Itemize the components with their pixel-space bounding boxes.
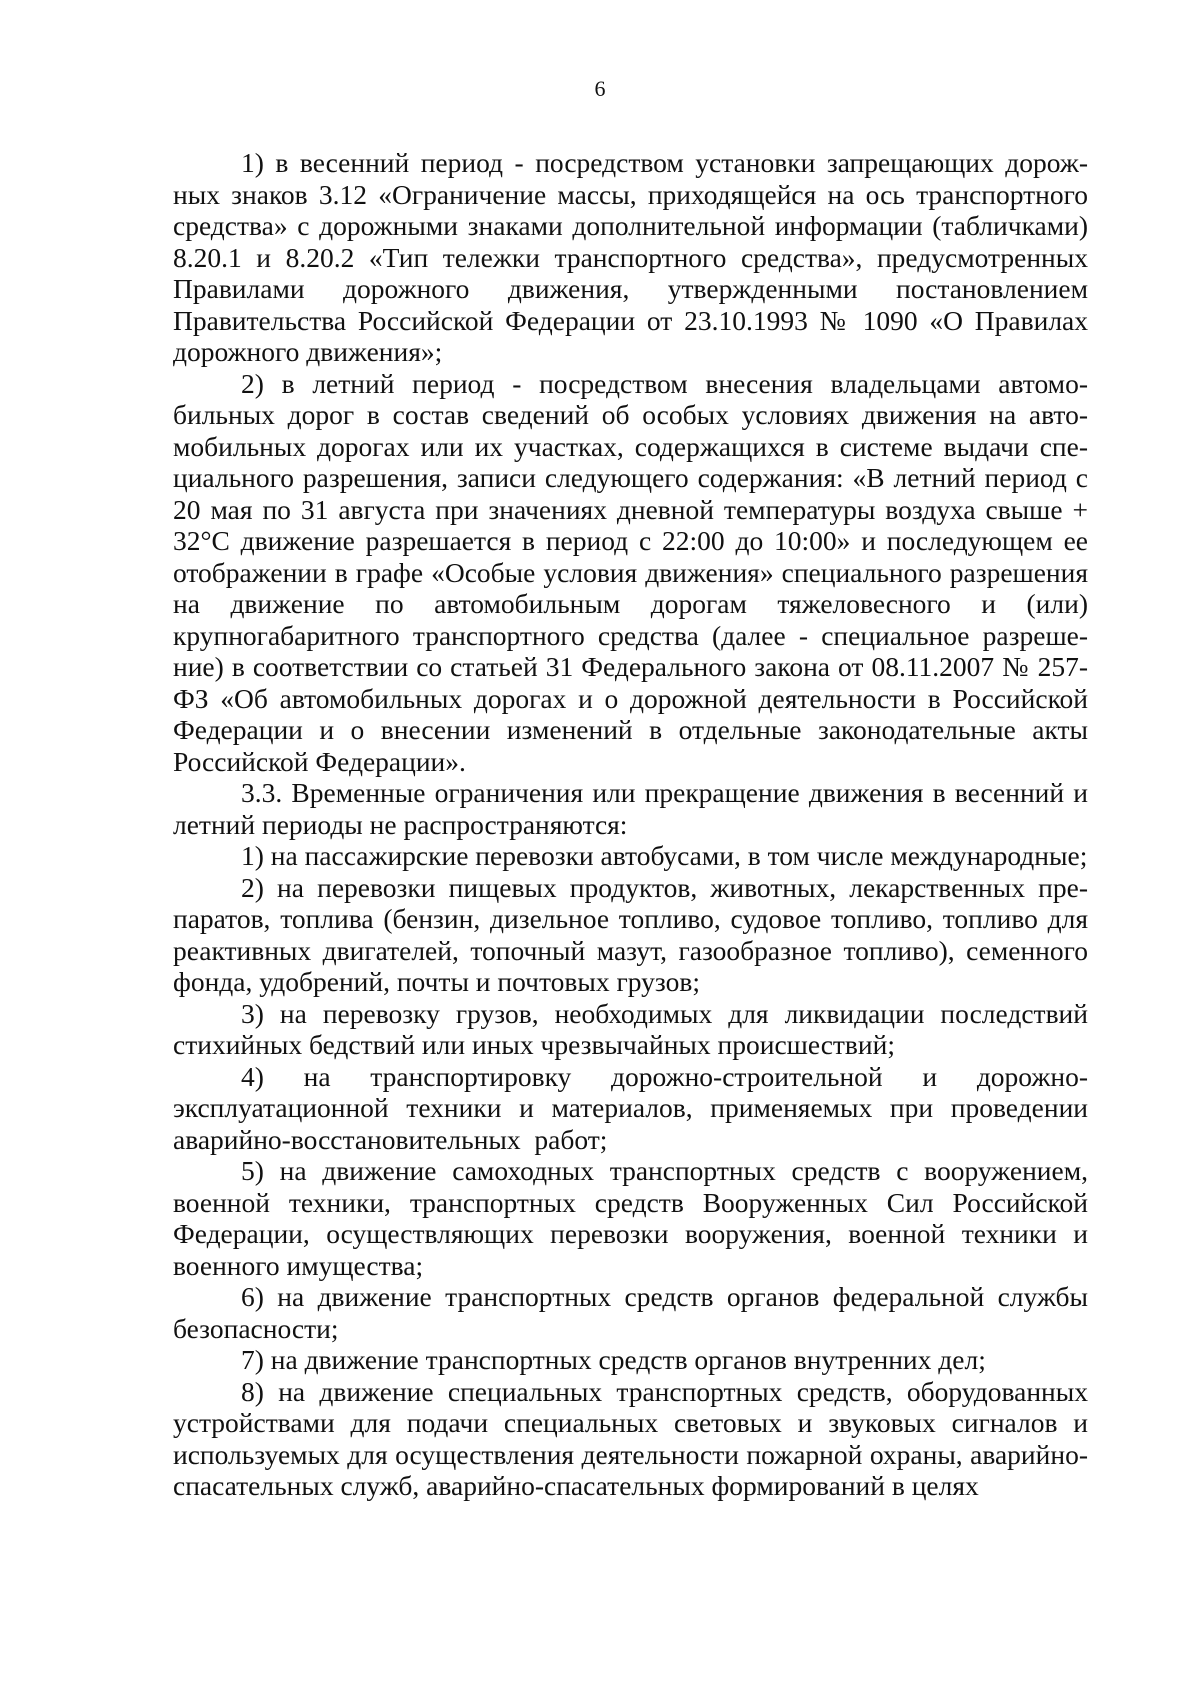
list-item-security-service: 6) на движение транспортных средств органов федеральной службы безопасности; [173, 1281, 1088, 1344]
list-item-internal-affairs: 7) на движение транспортных средств органов внутренних дел; [241, 1344, 986, 1375]
list-item-special-vehicles: 8) на движение специальных транспортных средств, оборудованных устройствами для подачи специальных световых и звуковых сигналов и используемых для осуществления деятельности пожарной охраны, аварийно-спасательных служб, аварийно-спасательных формирований в целях [173, 1375, 1088, 1501]
page-number: 6 [594, 76, 606, 101]
list-item-passenger-transport: 1) на пассажирские перевозки автобусами, в том числе международные; [241, 840, 1088, 871]
paragraph-summer-period: 2) в летний период - посредством внесения владельцами автомобильных дорог в состав сведений об особых условиях движения на автомобильных дорогах или их участках, содержащихся в системе выдачи специального разрешения, записи следующего содержания: «В летний период с 20 мая по 31 августа при значениях дневной температуры воздуха свыше + 32°С движение разрешается в период с 22:00 до 10:00» и последующем ее отображении в графе «Особые условия движения» специального разрешения на движение по автомобильным дорогам тяжеловесного и (или) крупногабаритного транспортного средства (далее - специальное разрешение) в соответствии со статьей 31 Федерального закона от 08.11.2007 № 257-ФЗ «Об автомобильных дорогах и о дорожной деятельности в Российской Федерации и о внесении изменений в отдельные законодательные акты Российской Федерации». [173, 367, 1088, 777]
list-item-food-fuel-transport: 2) на перевозки пищевых продуктов, животных, лекарственных препаратов, топлива (бензин, дизельное топливо, судовое топливо, топливо для реактивных двигателей, топочный мазут, газообразное топливо), семенного фонда, удобрений, почты и почтовых грузов; [173, 871, 1088, 997]
paragraph-spring-period: 1) в весенний период - посредством установки запрещающих дорожных знаков 3.12 «Ограничение массы, приходящейся на ось транспортного средства» с дорожными знаками дополнительной информации (табличками) 8.20.1 и 8.20.2 «Тип тележки транспортного средства», предусмотренных Правилами дорожного движения, утвержденными постановлением Правительства Российской Федерации от 23.10.1993 № 1090 «О Правилах дорожного движения»; [173, 147, 1088, 367]
list-item-road-equipment: 4) на транспортировку дорожно-строительной и дорожно-эксплуатационной техники и материалов, применяемых при проведении аварийно-восстановительных работ; [173, 1060, 1088, 1155]
paragraph-section-3-3: 3.3. Временные ограничения или прекращение движения в весенний и летний периоды не распространяются: [173, 777, 1088, 840]
list-item-disaster-cargo: 3) на перевозку грузов, необходимых для ликвидации последствий стихийных бедствий или иных чрезвычайных происшествий; [173, 997, 1088, 1060]
list-item-military-vehicles: 5) на движение самоходных транспортных средств с вооружением, военной техники, транспортных средств Вооруженных Сил Российской Федерации, осуществляющих перевозки вооружения, военной техники и военного имущества; [173, 1155, 1088, 1281]
document-body [173, 147, 1088, 1502]
